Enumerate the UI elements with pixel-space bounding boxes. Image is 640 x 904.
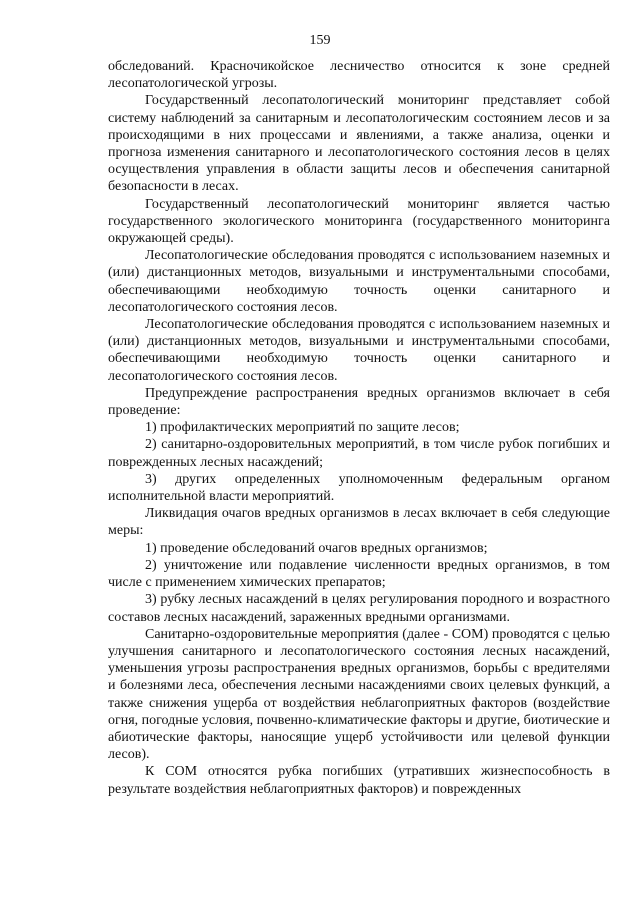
list-item: 2) уничтожение или подавление численности вредных организмов, в том числе с применением химических препаратов; (108, 557, 610, 591)
list-item: 3) других определенных уполномоченным федеральным органом исполнительной власти мероприятий. (108, 471, 610, 505)
paragraph: обследований. Красночикойское лесничество относится к зоне средней лесопатологической угрозы. (108, 59, 610, 92)
paragraph: Ликвидация очагов вредных организмов в лесах включает в себя следующие меры: (108, 506, 610, 539)
document-body (108, 58, 610, 798)
list-item: 2) санитарно-оздоровительных мероприятий, в том числе рубок погибших и поврежденных лесных насаждений; (108, 437, 610, 470)
paragraph: Государственный лесопатологический мониторинг представляет собой систему наблюдений за санитарным и лесопатологическим состоянием лесов и за происходящими в них процессами и явлениями, а также анализа, оценки и прогноза изменения санитарного и лесопатологического состояния лесов в целях осуществления управления в области защиты лесов и обеспечения санитарной безопасности в лесах. (108, 93, 610, 195)
list-item: 1) профилактических мероприятий по защите лесов; (145, 420, 460, 436)
paragraph: К СОМ относятся рубка погибших (утративших жизнеспособность в результате воздействия неблагоприятных факторов) и поврежденных (108, 764, 610, 797)
list-item: 1) проведение обследований очагов вредных организмов; (145, 540, 488, 556)
list-item: 3) рубку лесных насаждений в целях регулирования породного и возрастного составов лесных насаждений, зараженных вредными организмами. (108, 592, 610, 625)
paragraph: Лесопатологические обследования проводятся с использованием наземных и (или) дистанционных методов, визуальными и инструментальными способами, обеспечивающими необходимую точность оценки санитарного и лесопатологического состояния лесов. (108, 317, 610, 384)
page-number: 159 (309, 33, 331, 48)
paragraph: Лесопатологические обследования проводятся с использованием наземных и (или) дистанционных методов, визуальными и инструментальными способами, обеспечивающими необходимую точность оценки санитарного и лесопатологического состояния лесов. (108, 248, 610, 315)
paragraph: Государственный лесопатологический мониторинг является частью государственного экологического мониторинга (государственного мониторинга окружающей среды). (108, 196, 610, 247)
paragraph: Санитарно-оздоровительные мероприятия (далее - СОМ) проводятся с целью улучшения санитарного и лесопатологического состояния лесных насаждений, уменьшения угрозы распространения вредных организмов, борьбы с вредителями и болезнями леса, обеспечения лесными насаждениями своих целевых функций, а также снижения ущерба от воздействия неблагоприятных факторов (воздействие огня, погодные условия, почвенно-климатические факторы и другие, биотические и абиотические факторы, наносящие ущерб устойчивости или целевой функции лесов). (108, 626, 611, 763)
paragraph: Предупреждение распространения вредных организмов включает в себя проведение: (108, 385, 610, 419)
